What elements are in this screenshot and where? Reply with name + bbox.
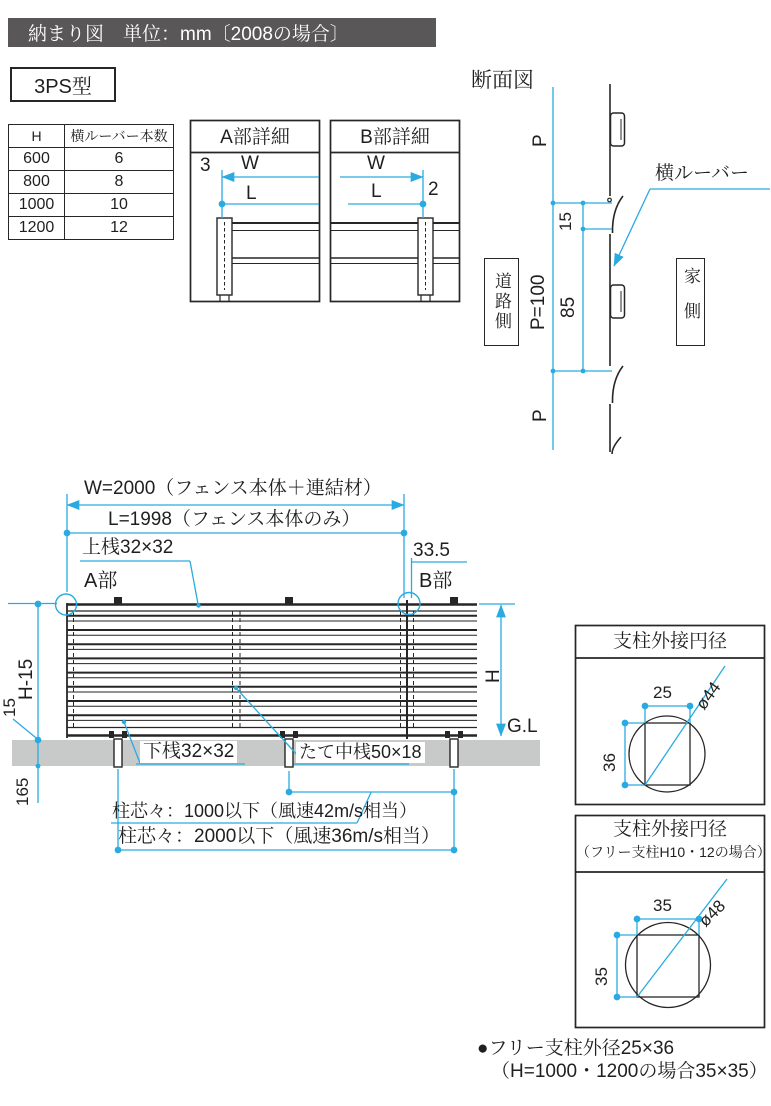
section-dim-p-bottom: P	[530, 409, 551, 422]
louver-callout-label: 横ルーバー	[655, 163, 750, 184]
post-box2-height-dim: 35	[592, 967, 611, 986]
table-row	[9, 217, 174, 240]
ground-level-label: G.L	[507, 716, 538, 737]
post-box1-height-dim: 36	[600, 753, 619, 772]
post-box1-dia-dim: ø44	[692, 678, 725, 714]
detail-b-dim-l: L	[371, 181, 382, 202]
col-header-count: 横ルーバー本数	[65, 125, 174, 148]
post-box2-width-dim: 35	[653, 896, 672, 915]
table-row	[9, 148, 174, 171]
cell-count: 8	[65, 171, 174, 194]
post-box2-dia-dim: ø48	[695, 896, 730, 931]
cell-h: 1000	[9, 194, 65, 217]
section-dim-15: 15	[556, 212, 575, 231]
house-side-label: 家側	[681, 267, 700, 337]
bottom-rail-label: 下桟32×32	[140, 741, 237, 763]
cell-h: 800	[9, 171, 65, 194]
elevation-l-dim-label: L=1998（フェンス本体のみ）	[108, 509, 361, 530]
dim-33-5-label: 33.5	[413, 540, 450, 561]
post-box2-title: 支柱外接円径	[612, 819, 727, 840]
post-span-1000-label: 柱芯々：1000以下（風速42m/s相当）	[112, 801, 418, 821]
cell-h: 1200	[9, 217, 65, 240]
cell-count: 10	[65, 194, 174, 217]
cell-count: 12	[65, 217, 174, 240]
col-header-h: H	[9, 125, 65, 148]
detail-b-dim-w: W	[367, 153, 385, 174]
detail-b-dim-2: 2	[428, 179, 439, 200]
louver-count-table	[8, 124, 174, 240]
road-side-label: 道路側	[492, 272, 511, 332]
model-type-box	[10, 67, 116, 102]
dim-15-label: 15	[0, 698, 19, 717]
elevation-w-dim-label: W=2000（フェンス本体＋連結材）	[84, 478, 382, 499]
post-box1-title: 支柱外接円径	[612, 631, 727, 652]
dim-165-label: 165	[13, 777, 32, 806]
model-type-label: 3PS型	[34, 76, 92, 98]
detail-a-dim-w: W	[241, 153, 259, 174]
road-side-box	[484, 258, 519, 346]
section-title: 断面図	[471, 69, 534, 92]
section-dim-p100: P=100	[528, 274, 549, 330]
page-title-bar	[8, 18, 436, 47]
detail-a-title: A部詳細	[220, 127, 290, 148]
table-row	[9, 171, 174, 194]
detail-b-title: B部詳細	[360, 127, 430, 148]
footnote-line2: （H=1000・1200の場合35×35）	[491, 1061, 768, 1082]
detail-a-dim-l: L	[246, 183, 257, 204]
page-title: 納まり図 単位：mm〔2008の場合〕	[28, 24, 349, 45]
cell-count: 6	[65, 148, 174, 171]
post-box1-width-dim: 25	[653, 683, 672, 702]
table-header-row	[9, 125, 174, 148]
dim-h-minus-15-label: H-15	[16, 658, 37, 700]
a-part-label: A部	[84, 570, 118, 592]
section-dim-p-top: P	[530, 134, 551, 147]
b-part-label: B部	[419, 570, 453, 592]
middle-rail-label: たて中桟50×18	[296, 742, 425, 763]
footnote-line1: ●フリー支柱外径25×36	[477, 1038, 675, 1059]
cell-h: 600	[9, 148, 65, 171]
table-row	[9, 194, 174, 217]
post-span-2000-label: 柱芯々：2000以下（風速36m/s相当）	[118, 826, 441, 847]
section-dim-85: 85	[558, 296, 579, 318]
top-rail-label: 上桟32×32	[82, 537, 174, 558]
dim-h-label: H	[483, 669, 504, 683]
detail-a-dim-3: 3	[200, 155, 211, 176]
post-box2-subtitle: （フリー支柱H10・12の場合）	[576, 844, 771, 860]
house-side-box	[676, 258, 705, 346]
